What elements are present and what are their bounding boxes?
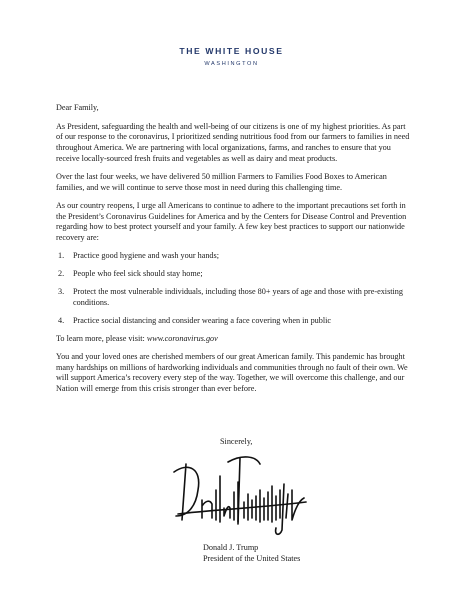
list-item-number: 4.: [58, 315, 65, 325]
list-item-number: 1.: [58, 251, 65, 261]
letterhead-subtitle: WASHINGTON: [204, 61, 259, 67]
list-item: [56, 316, 413, 327]
signature: [168, 450, 318, 540]
paragraph-priorities: As President, safeguarding the health and well-being of our citizens is one of my highest priorities. As part of our response to the coronavirus, I prioritized sending nutritious food from our farmers to families in need throughout America. We are partnering with local organizations, farms, and ranches to ensure that you receive locally-sourced fresh fruits and vegetables as well as dairy and meat products.: [56, 121, 410, 163]
closing: Sincerely,: [220, 437, 253, 446]
list-item-text: Protect the most vulnerable individuals, including those 80+ years of age and those with pre-existing conditions.: [73, 287, 403, 307]
list-item-number: 3.: [58, 287, 65, 297]
paragraph-closing: You and your loved ones are cherished members of our great American family. This pandemic has brought many hardships on millions of hardworking individuals and communities through no fault of their own. We will support America’s recovery every step of the way. Together, we will overcome this challenge, and our Nation will emerge from this crisis stronger than ever before.: [56, 351, 408, 394]
visit-line: [56, 334, 413, 345]
letterhead-title: THE WHITE HOUSE: [179, 46, 284, 56]
paragraph-food-boxes: Over the last four weeks, we have delivered 50 million Farmers to Families Food Boxes to American families, and we will continue to serve those most in need during this challenging time.: [56, 171, 387, 192]
greeting: Dear Family,: [56, 103, 99, 112]
list-item-number: 2.: [58, 269, 65, 279]
list-item: [56, 251, 413, 262]
signature-block: [203, 542, 300, 564]
list-item-text: Practice good hygiene and wash your hands;: [73, 251, 219, 261]
letterhead: [0, 46, 463, 67]
list-item: [56, 287, 413, 309]
list-item-text: Practice social distancing and consider wearing a face covering when in public: [73, 315, 332, 325]
list-item: [56, 269, 413, 280]
letter-body: [56, 103, 413, 402]
list-item-text: People who feel sick should stay home;: [73, 269, 203, 279]
signer-title: President of the United States: [203, 554, 301, 563]
visit-url: www.coronavirus.gov: [146, 333, 218, 343]
signer-name: Donald J. Trump: [203, 543, 259, 552]
visit-prefix: To learn more, please visit:: [56, 333, 147, 343]
paragraph-reopening: As our country reopens, I urge all Americans to continue to adhere to the important precautions set forth in the President’s Coronavirus Guidelines for America and by the Centers for Disease Control and Prevention regarding how to best protect yourself and your family. A few key best practices to support our nationwide recovery are:: [56, 200, 407, 243]
practices-list: [56, 251, 413, 327]
